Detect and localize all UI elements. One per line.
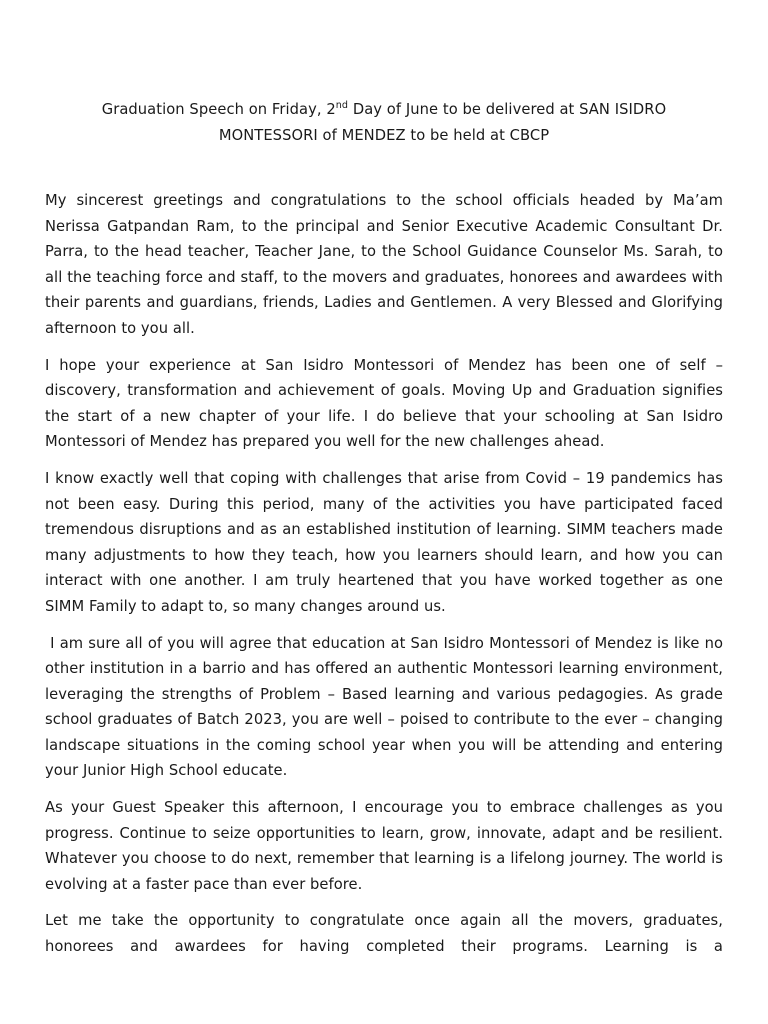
paragraph-guest-speaker-encouragement: As your Guest Speaker this afternoon, I encourage you to embrace challenges as you progress. Continue to seize opportunities to learn, grow, innovate, adapt and be resilient. Whatever you choose to do next, remember that learning is a lifelong journey. The world is evolving at a faster pace than ever before. [45, 799, 728, 893]
title-line-2: MONTESSORI of MENDEZ to be held at CBCP [218, 126, 550, 144]
title-line-1-part-2: Day of June to be delivered at SAN ISIDRO [348, 101, 667, 118]
paragraph-experience: I hope your experience at San Isidro Montessori of Mendez has been one of self – discovery, transformation and achievement of goals. Moving Up and Graduation signifies the start of a new chapter of your life. I do believe that your schooling at San Isidro Montessori of Mendez has prepared you well for the new challenges ahead. [45, 356, 728, 451]
title-line-1-part-1: Graduation Speech on Friday, 2 [101, 101, 336, 118]
paragraph-greeting: My sincerest greetings and congratulations to the school officials headed by Ma’am Nerissa Gatpandan Ram, to the principal and Senior Executive Academic Consultant Dr. Parra, to the head teacher, Teacher Jane, to the School Guidance Counselor Ms. Sarah, to all the teaching force and staff, to the movers and graduates, honorees and awardees with their parents and guardians, friends, Ladies and Gentlemen. A very Blessed and Glorifying afternoon to you all. [45, 192, 728, 337]
document-body [45, 188, 728, 985]
paragraph-education-quality: I am sure all of you will agree that education at San Isidro Montessori of Mendez is like no other institution in a barrio and has offered an authentic Montessori learning environment, leveraging the strengths of Problem – Based learning and various pedagogies. As grade school graduates of Batch 2023, you are well – poised to contribute to the ever – changing landscape situations in the coming school year when you will be attending and entering your Junior High School educate. [45, 634, 728, 780]
document-text-column [45, 0, 728, 985]
title-ordinal-suffix: nd [335, 100, 349, 112]
title-line-1 [74, 97, 694, 123]
paragraph-covid-challenges: I know exactly well that coping with challenges that arise from Covid – 19 pandemics has not been easy. During this period, many of the activities you have participated faced tremendous disruptions and as an established institution of learning. SIMM teachers made many adjustments to how they teach, how you learners should learn, and how you can interact with one another. I am truly heartened that you have worked together as one SIMM Family to adapt to, so many changes around us. [45, 469, 728, 615]
document-title [74, 0, 694, 148]
paragraph-congratulations: Let me take the opportunity to congratulate once again all the movers, graduates, honorees and awardees for having completed their programs. Learning is a [45, 912, 728, 956]
